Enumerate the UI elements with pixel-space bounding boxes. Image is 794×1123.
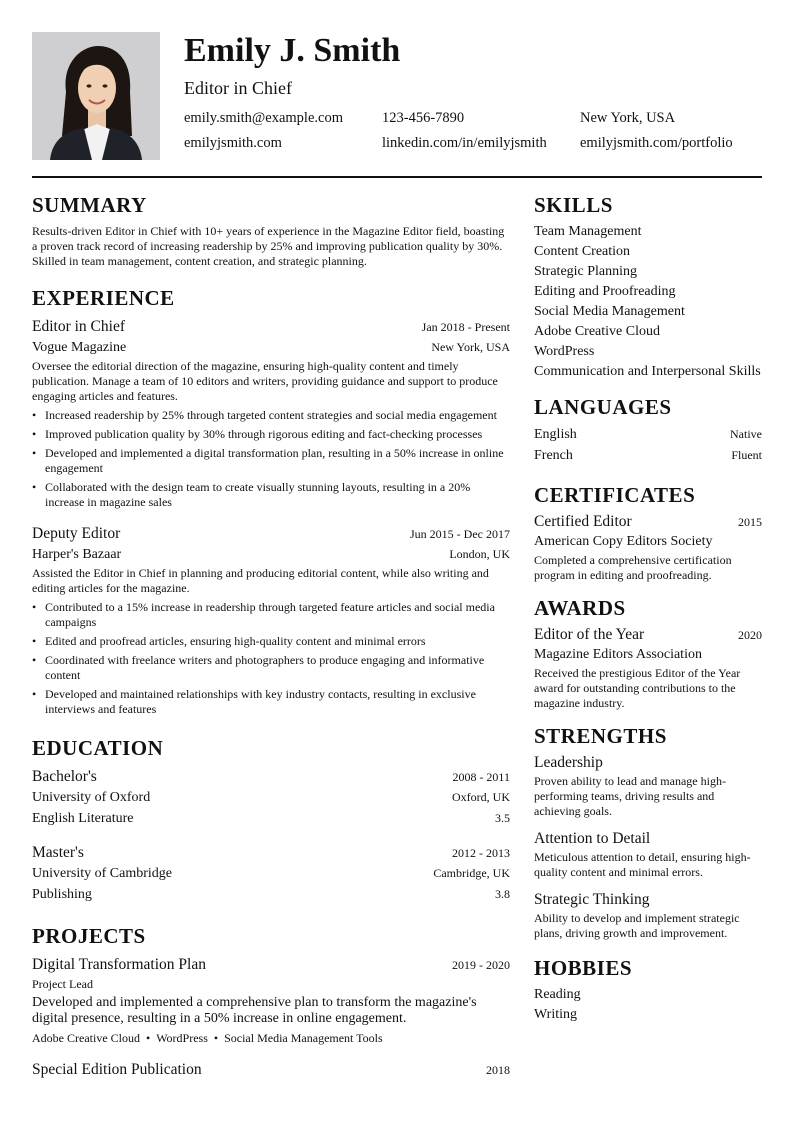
list-item: Content Creation xyxy=(534,244,631,259)
job-title: Editor in Chief xyxy=(32,318,125,335)
section-heading: EXPERIENCE xyxy=(32,286,175,310)
strengths-section xyxy=(534,723,762,941)
summary-section xyxy=(32,192,510,269)
job-location: London, UK xyxy=(449,547,510,561)
award-entry xyxy=(534,625,762,711)
certificate-description: Completed a comprehensive certification program in editing and proofreading. xyxy=(534,553,732,582)
contact-linkedin[interactable]: linkedin.com/in/emilyjsmith xyxy=(382,135,547,151)
languages-section xyxy=(534,394,762,466)
experience-section xyxy=(32,285,510,717)
school-location: Cambridge, UK xyxy=(433,866,510,880)
resume-header xyxy=(32,32,762,160)
education-entry xyxy=(32,843,510,905)
education-section xyxy=(32,735,510,905)
section-heading: AWARDS xyxy=(534,596,626,620)
language-level: Native xyxy=(730,427,762,441)
list-item: Writing xyxy=(534,1007,577,1022)
field-of-study: English Literature xyxy=(32,811,134,826)
section-heading: CERTIFICATES xyxy=(534,483,696,507)
list-item: Strategic Planning xyxy=(534,264,638,279)
contact-website[interactable]: emilyjsmith.com xyxy=(184,135,282,151)
education-dates: 2008 - 2011 xyxy=(452,770,510,784)
award-issuer: Magazine Editors Association xyxy=(534,647,702,662)
right-column xyxy=(534,192,762,1025)
field-of-study: Publishing xyxy=(32,887,92,902)
school: University of Oxford xyxy=(32,790,151,805)
header-divider xyxy=(32,176,762,178)
list-item: • Collaborated with the design team to create visually stunning layouts, resulting in a 20% increase in magazine sales xyxy=(32,480,510,510)
certificate-name: Certified Editor xyxy=(534,513,632,530)
list-item: • Developed and implemented a digital transformation plan, resulting in a 50% increase in online engagement xyxy=(32,446,510,476)
strength-entry xyxy=(534,890,762,941)
projects-section xyxy=(32,923,510,1080)
section-heading: LANGUAGES xyxy=(534,395,672,419)
section-heading: STRENGTHS xyxy=(534,724,667,748)
job-location: New York, USA xyxy=(431,340,510,354)
strength-name: Attention to Detail xyxy=(534,830,651,847)
gpa: 3.8 xyxy=(495,887,510,901)
skills-list xyxy=(534,222,762,382)
gpa: 3.5 xyxy=(495,811,510,825)
job-dates: Jun 2015 - Dec 2017 xyxy=(410,527,510,541)
project-name: Special Edition Publication xyxy=(32,1061,202,1078)
award-name: Editor of the Year xyxy=(534,626,645,643)
strength-name: Leadership xyxy=(534,754,603,771)
list-item: WordPress xyxy=(534,344,595,359)
left-column xyxy=(32,192,510,1080)
certificate-year: 2015 xyxy=(738,515,762,529)
list-item: • Developed and maintained relationships with key industry contacts, resulting in exclusive interviews and features xyxy=(32,687,510,717)
hobby-list xyxy=(534,985,762,1025)
list-item xyxy=(534,445,762,466)
school: University of Cambridge xyxy=(32,866,172,881)
project-entry xyxy=(32,1060,510,1080)
job-description: Assisted the Editor in Chief in planning and producing editorial content, while also writing and editing articles for the magazine. xyxy=(32,566,489,595)
strength-name: Strategic Thinking xyxy=(534,891,650,908)
awards-section xyxy=(534,595,762,711)
section-heading: HOBBIES xyxy=(534,956,633,980)
project-role: Project Lead xyxy=(32,977,93,991)
list-item: Communication and Interpersonal Skills xyxy=(534,364,761,379)
list-item: • Improved publication quality by 30% through rigorous editing and fact-checking processes xyxy=(32,427,510,442)
list-item: Adobe Creative Cloud xyxy=(534,324,660,339)
contact-phone[interactable]: 123-456-7890 xyxy=(382,110,465,126)
award-year: 2020 xyxy=(738,628,762,642)
tool-tag: WordPress xyxy=(156,1031,208,1045)
education-entry xyxy=(32,767,510,829)
section-heading: SUMMARY xyxy=(32,193,147,217)
list-item: • Contributed to a 15% increase in readership through targeted feature articles and social media campaigns xyxy=(32,600,510,630)
project-description: Developed and implemented a comprehensive plan to transform the magazine's digital presence, resulting in a 50% increase in online engagement. xyxy=(32,995,477,1026)
section-heading: PROJECTS xyxy=(32,924,146,948)
job-description: Oversee the editorial direction of the magazine, ensuring high-quality content and timely publication. Manage a team of 10 editors and writers, providing guidance and support to produce engaging articles and features. xyxy=(32,359,498,403)
job-achievements xyxy=(32,600,510,717)
list-item: • Increased readership by 25% through targeted content strategies and social media engagement xyxy=(32,408,510,423)
language-name: English xyxy=(534,427,577,442)
project-entry xyxy=(32,955,510,1046)
list-item: Team Management xyxy=(534,224,642,239)
job-company: Harper's Bazaar xyxy=(32,547,122,562)
certificate-entry xyxy=(534,512,762,583)
candidate-name: Emily J. Smith xyxy=(184,32,401,69)
degree: Master's xyxy=(32,844,84,861)
school-location: Oxford, UK xyxy=(452,790,510,804)
list-item: • Coordinated with freelance writers and photographers to produce engaging and informative content xyxy=(32,653,510,683)
contact-email[interactable]: emily.smith@example.com xyxy=(184,110,343,126)
summary-text: Results-driven Editor in Chief with 10+ years of experience in the Magazine Editor field, boasting a proven track record of increasing readership by 25% and improving publication quality by 30%. Skilled in team management, content creation, and strategic planning. xyxy=(32,224,505,268)
education-dates: 2012 - 2013 xyxy=(452,846,510,860)
contact-portfolio[interactable]: emilyjsmith.com/portfolio xyxy=(580,135,733,151)
project-dates: 2018 xyxy=(486,1063,510,1077)
tag-separator: • xyxy=(145,1031,151,1045)
job-entry xyxy=(32,524,510,717)
hobbies-section xyxy=(534,955,762,1025)
certificate-issuer: American Copy Editors Society xyxy=(534,534,713,549)
tool-tag: Social Media Management Tools xyxy=(224,1031,383,1045)
project-tools xyxy=(32,1031,510,1046)
list-item: Reading xyxy=(534,987,581,1002)
project-name: Digital Transformation Plan xyxy=(32,956,206,973)
job-achievements xyxy=(32,408,510,510)
section-heading: EDUCATION xyxy=(32,736,164,760)
strength-entry xyxy=(534,753,762,819)
strength-description: Ability to develop and implement strategic plans, driving growth and improvement. xyxy=(534,911,740,940)
language-list xyxy=(534,424,762,466)
job-dates: Jan 2018 - Present xyxy=(421,320,510,334)
tool-tag: Adobe Creative Cloud xyxy=(32,1031,140,1045)
profile-photo xyxy=(32,32,160,160)
degree: Bachelor's xyxy=(32,768,97,785)
portrait-illustration xyxy=(32,32,160,160)
list-item xyxy=(534,424,762,445)
candidate-title: Editor in Chief xyxy=(184,78,292,98)
certificates-section xyxy=(534,482,762,583)
list-item: • Edited and proofread articles, ensuring high-quality content and minimal errors xyxy=(32,634,510,649)
section-heading: SKILLS xyxy=(534,193,613,217)
tag-separator: • xyxy=(213,1031,219,1045)
strength-description: Meticulous attention to detail, ensuring high-quality content and minimal errors. xyxy=(534,850,751,879)
job-entry xyxy=(32,317,510,510)
contact-location: New York, USA xyxy=(580,110,676,126)
strength-entry xyxy=(534,829,762,880)
language-level: Fluent xyxy=(731,448,762,462)
award-description: Received the prestigious Editor of the Year award for outstanding contributions to the magazine industry. xyxy=(534,666,741,710)
list-item: Social Media Management xyxy=(534,304,685,319)
skills-section xyxy=(534,192,762,382)
project-dates: 2019 - 2020 xyxy=(452,958,510,972)
strength-description: Proven ability to lead and manage high-performing teams, driving results and achieving goals. xyxy=(534,774,726,818)
list-item: Editing and Proofreading xyxy=(534,284,676,299)
language-name: French xyxy=(534,448,573,463)
job-title: Deputy Editor xyxy=(32,525,121,542)
job-company: Vogue Magazine xyxy=(32,340,127,355)
